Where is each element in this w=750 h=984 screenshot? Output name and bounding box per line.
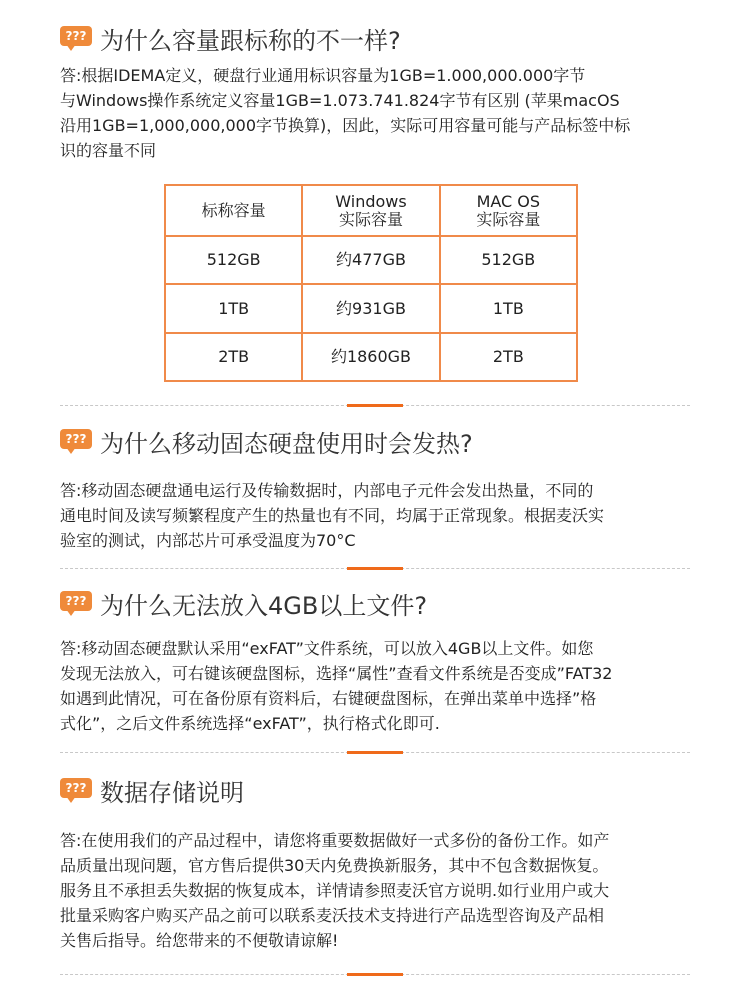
faq-heading-heat (60, 423, 473, 459)
faq-answer-4gb: 答:移动固态硬盘默认采用“exFAT”文件系统，可以放入4GB以上文件。如您 发现无法放入，可右键该硬盘图标，选择“属性”查看文件系统是否变成”FAT32 如遇到此情况，可在备份原有资料后，右键硬盘图标，在弹出菜单中选择”格 式化”，之后文件系统选择“exFAT”，执行格式化即可. (60, 639, 613, 733)
table-cell: 约1860GB (302, 333, 439, 381)
table-cell: 512GB (440, 236, 577, 284)
divider-accent (347, 567, 403, 570)
table-row (165, 284, 577, 332)
faq-answer-capacity: 答:根据IDEMA定义，硬盘行业通用标识容量为1GB=1.000,000.000字节 与Windows操作系统定义容量1GB=1.073.741.824字节有区别 (苹果macOS 沿用1GB=1,000,000,000字节换算)，因此，实际可用容量可能与产品标签中标 识的容量不同 (60, 66, 631, 160)
faq-title: 为什么容量跟标称的不一样? (100, 26, 401, 55)
table-header-cell: 标称容量 (165, 185, 302, 236)
table-row (165, 333, 577, 381)
table-header-row (165, 185, 577, 236)
chat-bubble-icon: ??? (60, 778, 92, 802)
table-cell: 约931GB (302, 284, 439, 332)
table-row (165, 236, 577, 284)
faq-title: 为什么无法放入4GB以上文件? (100, 591, 428, 620)
faq-title: 数据存储说明 (100, 778, 244, 807)
divider-accent (347, 751, 403, 754)
table-cell: 1TB (440, 284, 577, 332)
faq-heading-4gb (60, 585, 427, 621)
table-header-cell: Windows 实际容量 (302, 185, 439, 236)
table-cell: 512GB (165, 236, 302, 284)
faq-heading-data (60, 772, 244, 808)
divider-accent (347, 973, 403, 976)
table-cell: 2TB (440, 333, 577, 381)
chat-bubble-icon: ??? (60, 26, 92, 50)
divider-accent (347, 404, 403, 407)
faq-title: 为什么移动固态硬盘使用时会发热? (100, 429, 473, 458)
faq-heading-capacity (60, 20, 401, 56)
capacity-table (164, 184, 578, 382)
table-cell: 约477GB (302, 236, 439, 284)
table-cell: 1TB (165, 284, 302, 332)
faq-answer-data: 答:在使用我们的产品过程中，请您将重要数据做好一式多份的备份工作。如产 品质量出现问题，官方售后提供30天内免费换新服务，其中不包含数据恢复。 服务且不承担丢失数据的恢复成本，详情请参照麦沃官方说明.如行业用户或大 批量采购客户购买产品之前可以联系麦沃技术支持进行产品选型咨询及产品相 关售后指导。给您带来的不便敬请谅解! (60, 831, 610, 950)
chat-bubble-icon: ??? (60, 429, 92, 453)
table-cell: 2TB (165, 333, 302, 381)
faq-answer-heat: 答:移动固态硬盘通电运行及传输数据时，内部电子元件会发出热量，不同的 通电时间及读写频繁程度产生的热量也有不同，均属于正常现象。根据麦沃实 验室的测试，内部芯片可承受温度为70°C (60, 481, 605, 550)
table-header-cell: MAC OS 实际容量 (440, 185, 577, 236)
chat-bubble-icon: ??? (60, 591, 92, 615)
